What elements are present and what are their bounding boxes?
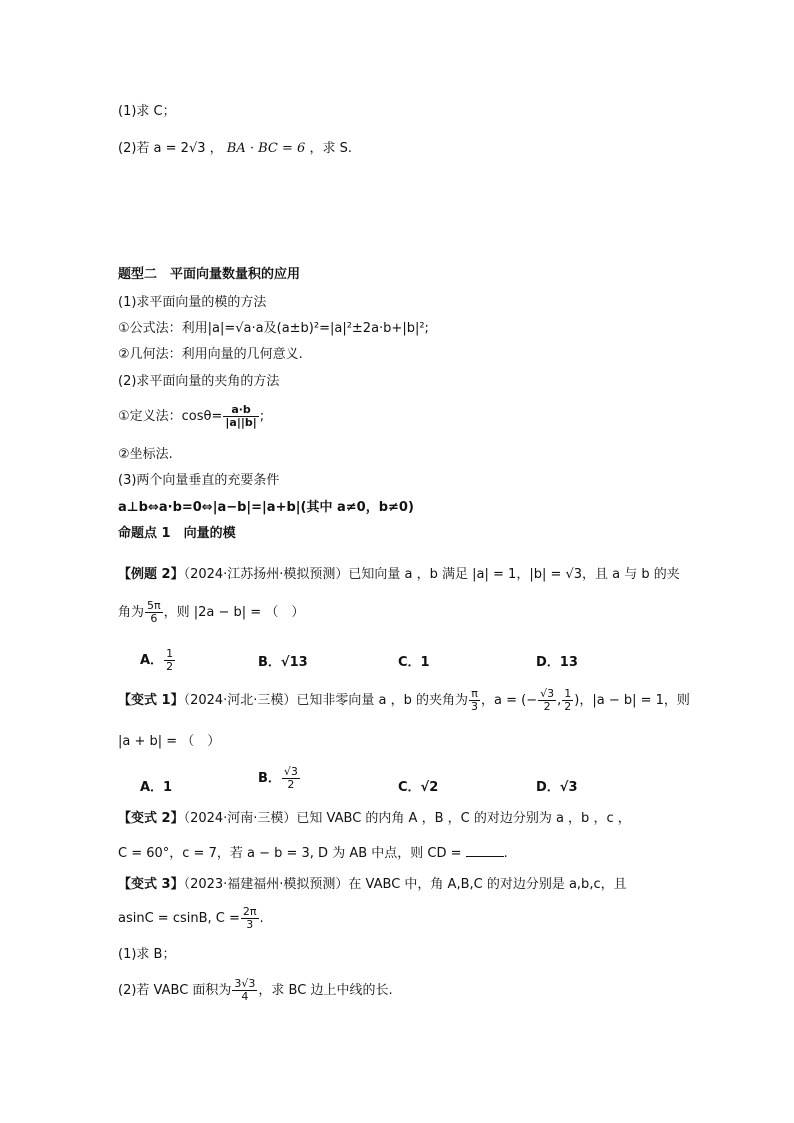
variant-1-option-b-numerator: √3 — [283, 765, 298, 778]
perpendicular-condition: a⊥b⇔a·b=0⇔|a−b|=|a+b|(其中 a≠0，b≠0) — [118, 500, 414, 515]
example-2-angle-numerator: 5π — [147, 599, 161, 612]
variant-2-conditions: C = 60°，c = 7，若 a − b = 3, D 为 AB 中点，则 CD = — [118, 846, 462, 861]
option-a-numerator: 1 — [166, 647, 174, 660]
example-2-angle-denominator: 6 — [150, 612, 158, 625]
variant-3-part-2 — [118, 978, 393, 1003]
method-definition — [118, 404, 264, 429]
variant-3-condition: asinC = csinB, C = — [118, 911, 240, 926]
variant-2-line-2 — [118, 844, 508, 863]
q2-suffix: ，求 S. — [309, 141, 352, 156]
cos-fraction-numerator: a·b — [223, 404, 258, 417]
variant-1-option-b-fraction — [282, 766, 300, 791]
variant-1-coord-x-denominator: 2 — [543, 700, 551, 713]
variant-3-angle-denominator: 3 — [246, 918, 254, 931]
variant-3-part-2-suffix: ，求 BC 边上中线的长. — [258, 983, 393, 998]
variant-3-condition-end: . — [259, 911, 264, 926]
example-2-angle-prefix: 角为 — [118, 605, 145, 620]
answer-blank[interactable] — [466, 844, 504, 857]
example-2-text: （2024·江苏扬州·模拟预测）已知向量 a ，b 满足 |a| = 1，|b| = √3，且 a 与 b 的夹 — [183, 567, 680, 582]
example-2-tag: 【例题 2】 — [118, 567, 184, 582]
example-2-option-a — [140, 648, 176, 673]
option-a-label: A． — [140, 653, 164, 668]
variant-3-line-1 — [118, 876, 627, 894]
example-2-line-1 — [118, 566, 680, 584]
section-title: 题型二 平面向量数量积的应用 — [118, 267, 301, 282]
variant-3-text: （2023·福建福州·模拟预测）在 VABC 中，角 A,B,C 的对边分别是 a,b,c，且 — [183, 877, 627, 892]
proposition-point-title: 命题点 1 向量的模 — [118, 526, 236, 541]
method-geometric: ②几何法：利用向量的几何意义. — [118, 347, 303, 362]
variant-1-option-b-label: B． — [258, 771, 281, 786]
variant-1-coord-x-numerator: √3 — [540, 687, 555, 700]
method-heading-angle: (2)求平面向量的夹角的方法 — [118, 374, 280, 389]
option-a-fraction — [164, 648, 175, 673]
variant-1-option-d: D．√3 — [536, 780, 578, 795]
variant-1-option-a: A．1 — [140, 780, 173, 795]
example-2-line-2 — [118, 600, 304, 625]
example-2-option-b: B．√13 — [258, 655, 308, 670]
option-a-denominator: 2 — [166, 660, 174, 673]
definition-prefix: ①定义法：cosθ= — [118, 409, 223, 424]
variant-2-text: （2024·河南·三模）已知 VABC 的内角 A ，B ，C 的对边分别为 a ，b ，c ， — [183, 811, 631, 826]
variant-1-text-a: （2024·河北·三模）已知非零向量 a ，b 的夹角为 — [183, 693, 469, 708]
question-part-2 — [118, 140, 352, 158]
variant-1-angle-denominator: 3 — [471, 700, 479, 713]
method-heading-modulus: (1)求平面向量的模的方法 — [118, 295, 267, 310]
variant-1-coord-x — [538, 688, 556, 713]
variant-3-tag: 【变式 3】 — [118, 877, 184, 892]
q2-prefix: (2)若 a = 2√3 ， — [118, 141, 223, 156]
variant-3-area-numerator: 3√3 — [234, 977, 256, 990]
variant-1-coord-y-denominator: 2 — [564, 700, 572, 713]
cos-fraction-denominator: |a||b| — [225, 416, 257, 429]
variant-1-coord-y-numerator: 1 — [564, 687, 572, 700]
variant-3-part-2-prefix: (2)若 VABC 面积为 — [118, 983, 232, 998]
variant-1-angle-numerator: π — [469, 688, 480, 701]
variant-1-option-b — [258, 766, 301, 791]
variant-3-area-fraction — [232, 978, 257, 1003]
definition-suffix: ; — [259, 409, 265, 424]
variant-1-option-b-denominator: 2 — [287, 778, 295, 791]
method-heading-perpendicular: (3)两个向量垂直的充要条件 — [118, 473, 280, 488]
variant-1-line-1 — [118, 688, 690, 713]
q2-vector-expression: BA · BC = 6 — [226, 141, 306, 156]
variant-3-angle-numerator: 2π — [242, 905, 257, 918]
variant-3-area-denominator: 4 — [241, 990, 249, 1003]
variant-2-end: . — [503, 846, 508, 861]
cos-fraction — [223, 404, 258, 429]
variant-1-line-2: |a + b| = （ ） — [118, 734, 221, 749]
example-2-angle-fraction — [145, 600, 163, 625]
variant-1-comma: , — [557, 693, 562, 708]
variant-1-angle-fraction — [469, 688, 480, 713]
method-coordinate: ②坐标法. — [118, 447, 173, 462]
question-part-1: (1)求 C； — [118, 104, 176, 119]
method-formula: ①公式法：利用|a|=√a·a及(a±b)²=|a|²±2a·b+|b|²; — [118, 321, 429, 336]
variant-1-text-c: )，|a − b| = 1，则 — [574, 693, 690, 708]
example-2-angle-suffix: ，则 |2a − b| = （ ） — [163, 605, 305, 620]
variant-2-line-1 — [118, 810, 631, 828]
example-2-option-d: D．13 — [536, 655, 578, 670]
example-2-option-c: C．1 — [398, 655, 430, 670]
variant-3-angle-fraction — [241, 906, 259, 931]
variant-1-tag: 【变式 1】 — [118, 693, 184, 708]
variant-1-option-c: C．√2 — [398, 780, 439, 795]
variant-1-coord-y — [562, 688, 573, 713]
variant-3-part-1: (1)求 B； — [118, 947, 176, 962]
variant-3-line-2 — [118, 906, 264, 931]
variant-1-text-b: ，a = (− — [481, 693, 538, 708]
variant-2-tag: 【变式 2】 — [118, 811, 184, 826]
